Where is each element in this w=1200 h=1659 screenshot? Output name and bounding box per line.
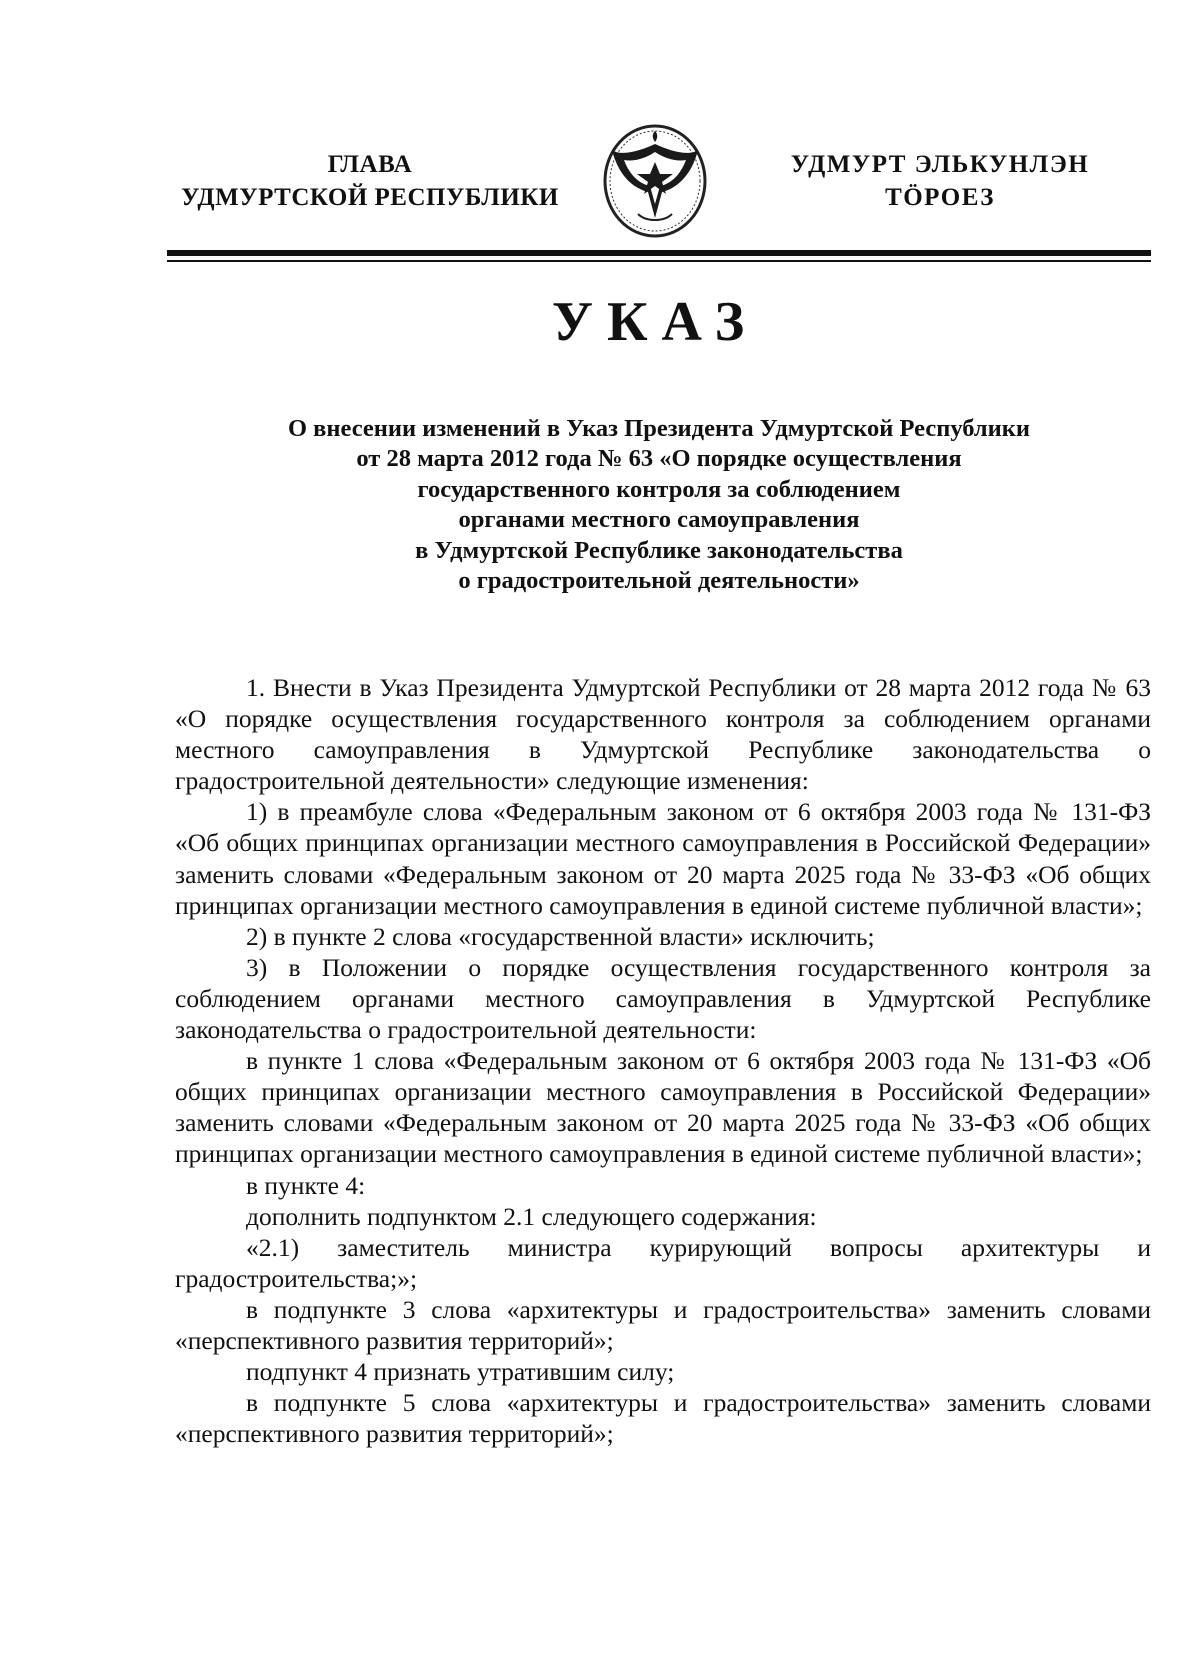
body-paragraph: 1. Внести в Указ Президента Удмуртской Республики от 28 марта 2012 года № 63 «О порядке осуществления государственного контроля за соблюдением органами местного самоуправления в Удмуртской Республике законодательства о градостроительной деятельности» следующие изменения: bbox=[175, 673, 1151, 796]
body-paragraph: «2.1) заместитель министра курирующий вопросы архитектуры и градостроительства;»; bbox=[175, 1232, 1151, 1293]
issuer-udmurt-line-2: ТӦРОЕЗ bbox=[885, 184, 995, 211]
body-paragraph: в пункте 4: bbox=[246, 1170, 366, 1200]
issuer-name-russian bbox=[160, 148, 580, 214]
body-paragraph: 2) в пункте 2 слова «государственной власти» исключить; bbox=[246, 921, 875, 951]
issuer-line-1: ГЛАВА bbox=[327, 151, 413, 178]
subject-line: О внесении изменений в Указ Президента Удмуртской Республики bbox=[288, 415, 1030, 442]
header-divider-thin bbox=[167, 260, 1151, 262]
document-title: УКАЗ bbox=[551, 291, 759, 353]
issuer-udmurt-line-1: УДМУРТ ЭЛЬКУНЛЭН bbox=[790, 151, 1090, 178]
body-paragraph: 3) в Положении о порядке осуществления государственного контроля за соблюдением органами местного самоуправления в Удмуртской Республике законодательства о градостроительной деятельности: bbox=[175, 952, 1151, 1045]
body-paragraph: дополнить подпунктом 2.1 следующего содержания: bbox=[246, 1201, 817, 1231]
document-subject bbox=[167, 414, 1151, 596]
body-paragraph: подпункт 4 признать утратившим силу; bbox=[246, 1357, 675, 1387]
udmurt-coat-of-arms-icon bbox=[598, 122, 712, 240]
header-divider-thick bbox=[167, 250, 1151, 256]
issuer-name-udmurt bbox=[765, 148, 1115, 214]
subject-line: о градостроительной деятельности» bbox=[458, 567, 860, 595]
body-paragraph: 1) в преамбуле слова «Федеральным законом от 6 октября 2003 года № 131-ФЗ «Об общих принципах организации местного самоуправления в Российской Федерации» заменить словами «Федеральным законом от 20 марта 2025 года № 33-ФЗ «Об общих принципах организации местного самоуправления в единой системе публичной власти»; bbox=[175, 797, 1151, 920]
subject-line: органами местного самоуправления bbox=[458, 506, 860, 534]
subject-line: государственного контроля за соблюдением bbox=[417, 475, 901, 503]
subject-line: в Удмуртской Республике законодательства bbox=[415, 536, 903, 564]
body-paragraph: в подпункте 5 слова «архитектуры и градостроительства» заменить словами «перспективного развития территорий»; bbox=[175, 1388, 1151, 1449]
body-paragraph: в подпункте 3 слова «архитектуры и градостроительства» заменить словами «перспективного развития территорий»; bbox=[175, 1294, 1151, 1355]
document-body bbox=[175, 672, 1151, 1449]
body-paragraph: в пункте 1 слова «Федеральным законом от 6 октября 2003 года № 131-ФЗ «Об общих принципах организации местного самоуправления в Российской Федерации» заменить словами «Федеральным законом от 20 марта 2025 года № 33-ФЗ «Об общих принципах организации местного самоуправления в единой системе публичной власти»; bbox=[175, 1046, 1151, 1169]
issuer-line-2: УДМУРТСКОЙ РЕСПУБЛИКИ bbox=[181, 184, 559, 211]
subject-line: от 28 марта 2012 года № 63 «О порядке осуществления bbox=[356, 445, 962, 473]
